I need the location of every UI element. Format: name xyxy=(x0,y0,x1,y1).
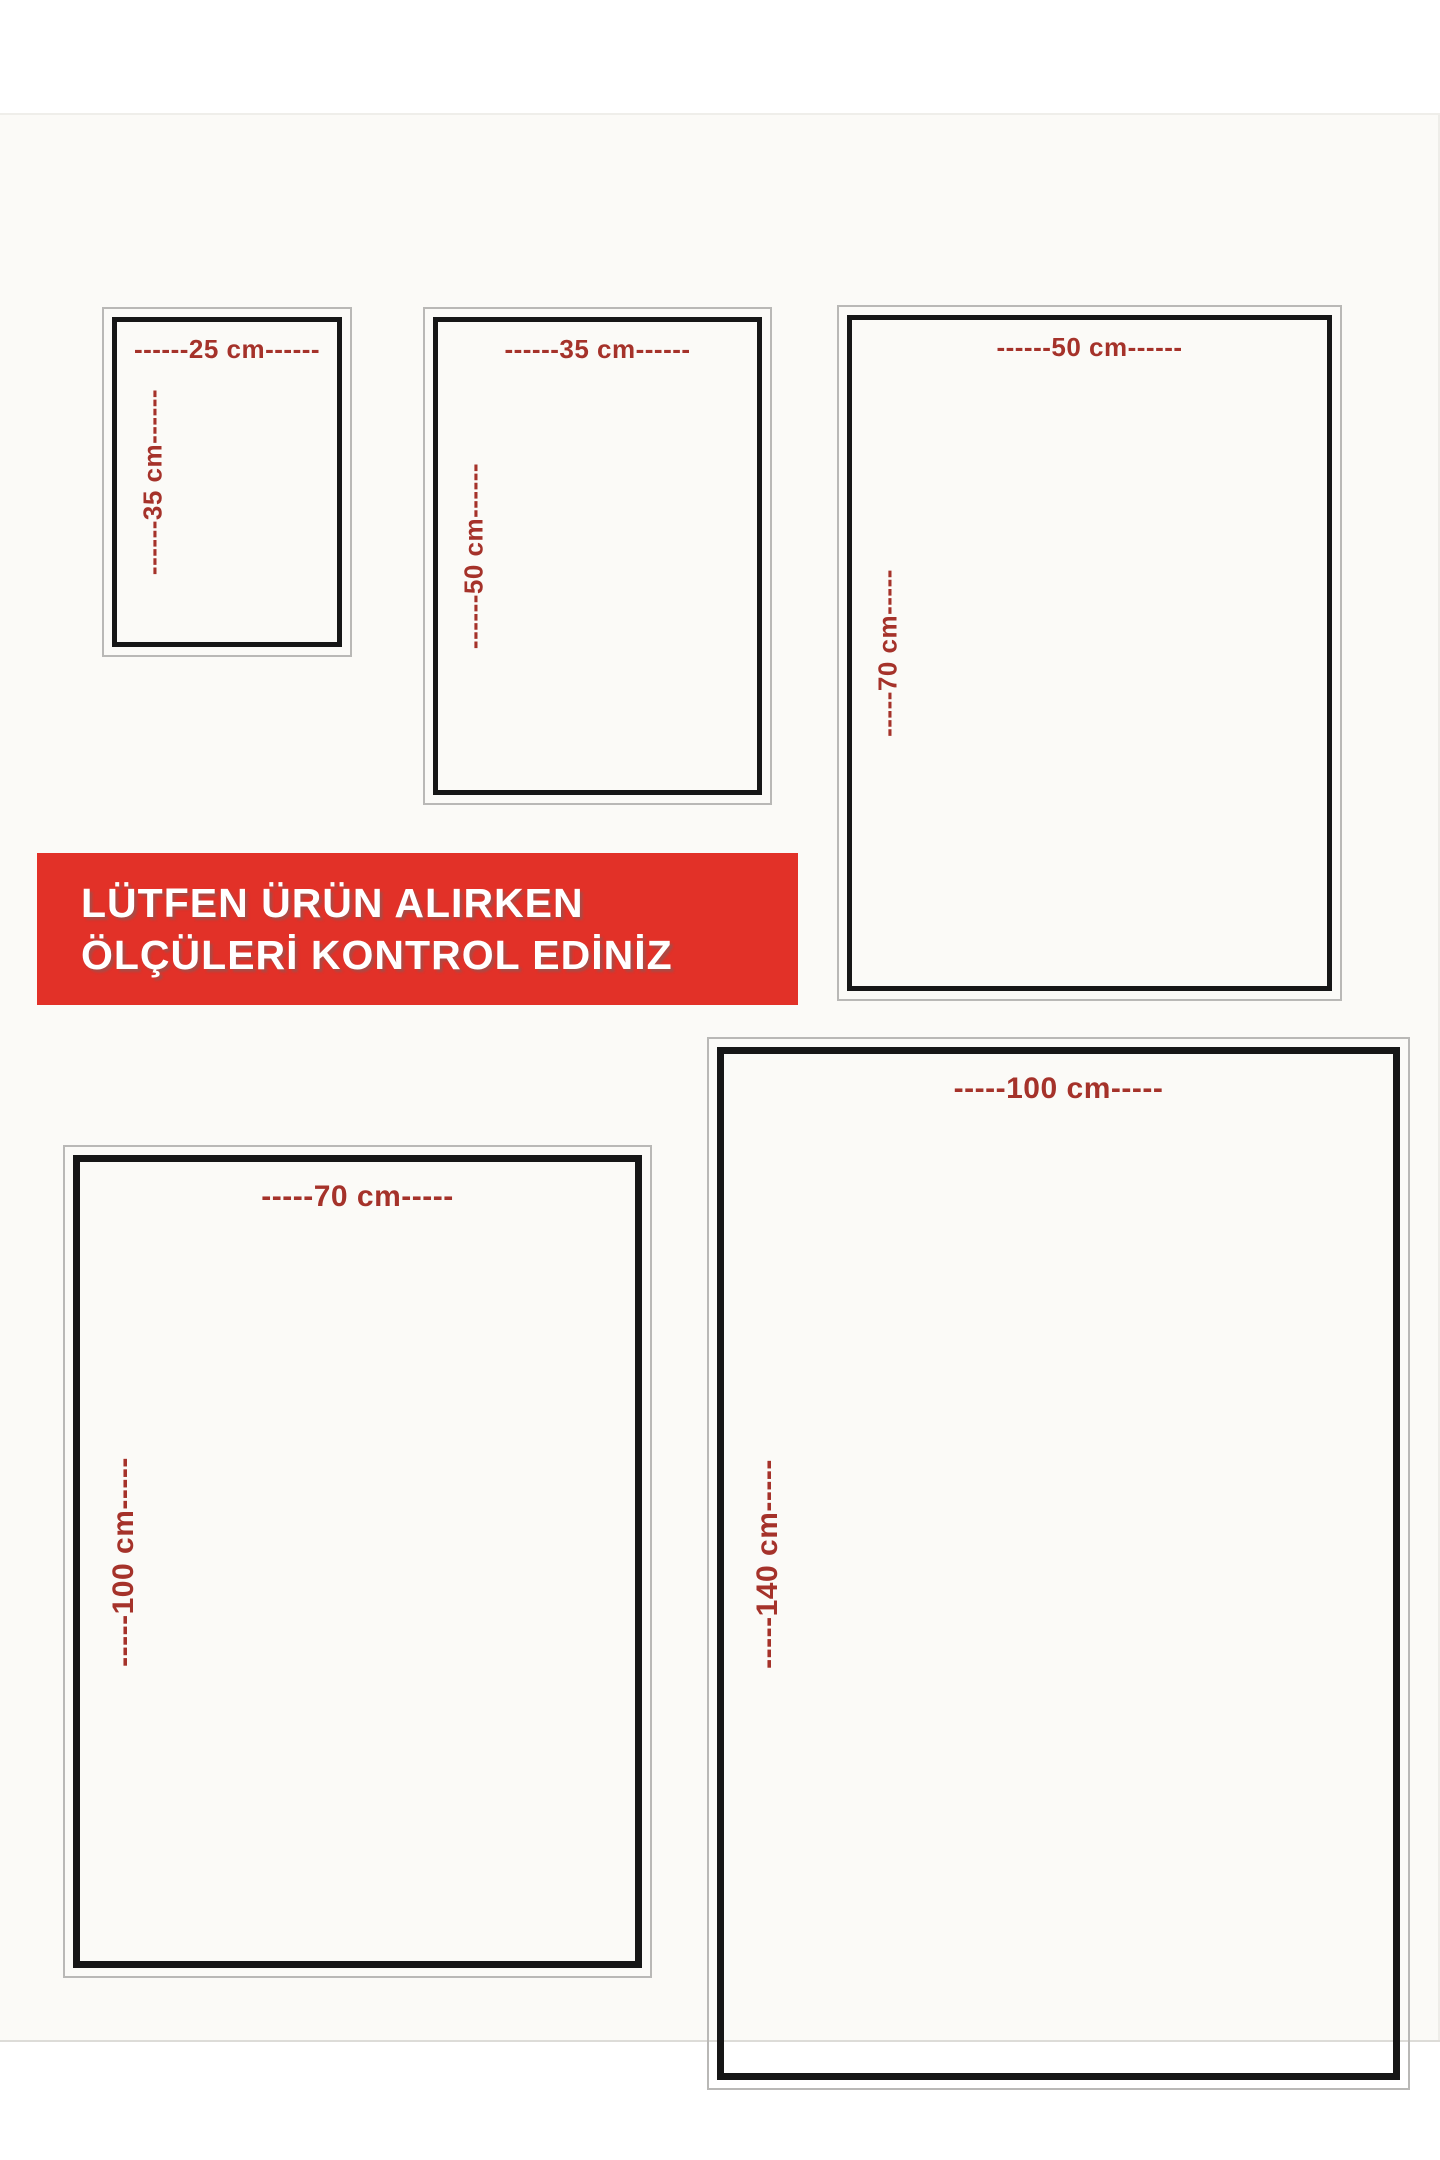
warning-banner-line-1: LÜTFEN ÜRÜN ALIRKEN xyxy=(81,880,584,926)
size-box-70x100-inner-frame xyxy=(73,1155,642,1968)
size-box-70x100 xyxy=(63,1145,652,1978)
warning-banner xyxy=(37,853,798,1005)
width-label-100cm: -----100 cm----- xyxy=(953,1072,1164,1105)
width-label-50cm: ------50 cm------ xyxy=(996,332,1183,362)
height-label-50cm: ------50 cm------ xyxy=(458,462,489,650)
size-box-50x70-inner-frame xyxy=(847,315,1332,991)
height-label-35cm: ------35 cm------ xyxy=(137,388,168,576)
size-box-50x70 xyxy=(837,305,1342,1001)
size-box-35x50 xyxy=(423,307,772,805)
height-label-70cm: -----70 cm----- xyxy=(872,569,903,737)
height-label-140cm: -----140 cm----- xyxy=(751,1458,784,1669)
width-label-25cm: ------25 cm------ xyxy=(133,334,321,364)
height-label-100cm: -----100 cm----- xyxy=(107,1456,140,1667)
size-box-100x140-inner-frame xyxy=(717,1047,1400,2080)
size-box-25x35 xyxy=(102,307,352,657)
width-label-70cm: -----70 cm----- xyxy=(261,1180,454,1213)
photo-panel xyxy=(0,113,1440,2042)
warning-banner-line-2: ÖLÇÜLERİ KONTROL EDİNİZ xyxy=(81,932,673,978)
size-box-100x140 xyxy=(707,1037,1410,2090)
size-box-35x50-inner-frame xyxy=(433,317,762,795)
width-label-35cm: ------35 cm------ xyxy=(504,334,691,364)
size-box-25x35-inner-frame xyxy=(112,317,342,647)
